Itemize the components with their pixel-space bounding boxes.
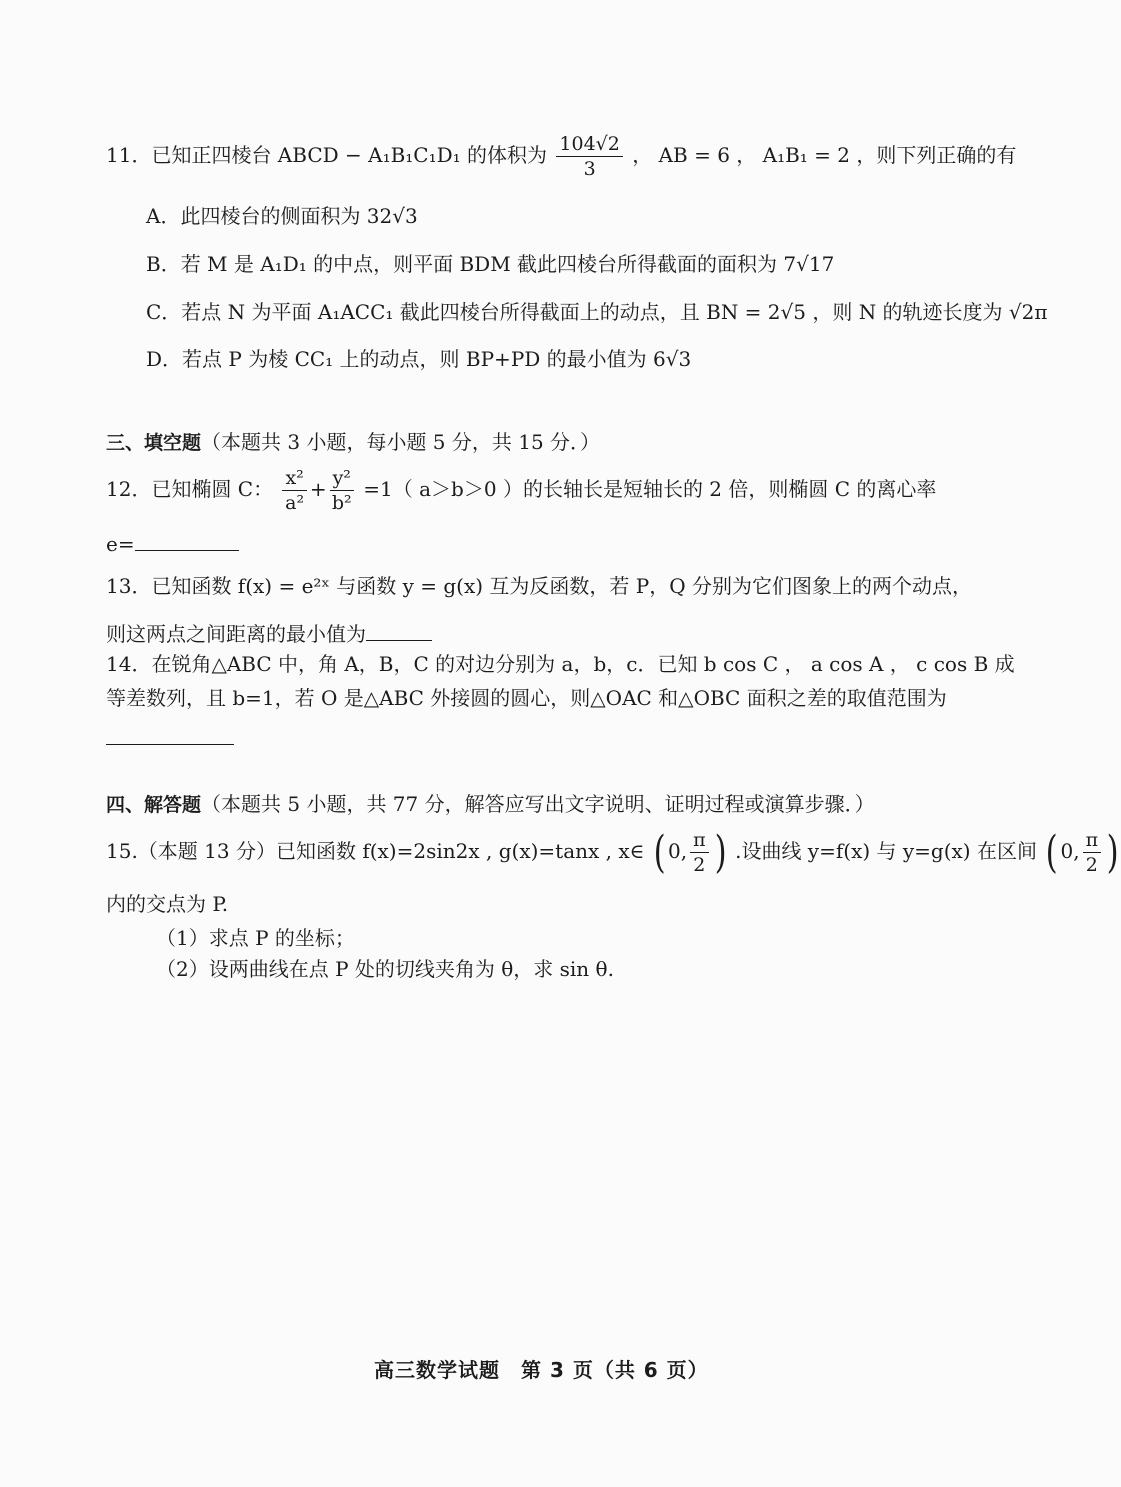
question-14-line-1: 14．在锐角△ABC 中，角 A，B，C 的对边分别为 a，b，c．已知 b cos C ， a cos A ， c cos B 成 <box>106 652 1015 676</box>
interval-end-fraction-2 <box>1083 828 1102 877</box>
plus-sign: + <box>309 477 327 501</box>
question-11-option-b: B．若 M 是 A₁D₁ 的中点，则平面 BDM 截此四棱台所得截面的面积为 7√17 <box>146 252 835 276</box>
fraction-y-denominator: b² <box>331 492 352 514</box>
two-denominator-2: 2 <box>1085 854 1098 876</box>
section-4-title: 四、解答题 <box>106 794 202 816</box>
interval-right-paren-2: ) <box>1106 826 1119 878</box>
question-12-stem <box>106 466 936 515</box>
question-11-option-c: C．若点 N 为平面 A₁ACC₁ 截此四棱台所得截面上的动点，且 BN = 2√5 ，则 N 的轨迹长度为 √2π <box>146 300 1048 324</box>
question-11-option-a: A．此四棱台的侧面积为 32√3 <box>146 204 418 228</box>
eccentricity-label: e= <box>106 532 135 556</box>
question-15-part-2: （2）设两曲线在点 P 处的切线夹角为 θ，求 sin θ. <box>156 957 614 981</box>
interval-start-1: 0, <box>667 839 688 863</box>
fraction-x-denominator: a² <box>285 492 305 514</box>
question-14-answer-blank <box>106 744 234 745</box>
question-14-line-2: 等差数列，且 b=1，若 O 是△ABC 外接圆的圆心，则△OAC 和△OBC 面积之差的取值范围为 <box>106 686 947 710</box>
question-13-line-2 <box>106 620 432 648</box>
question-11-stem-conditions: ， AB = 6 ， A₁B₁ = 2 ，则下列正确的有 <box>632 143 1017 167</box>
question-13-line-2-text: 则这两点之间距离的最小值为 <box>106 622 366 646</box>
ellipse-fraction-y <box>330 466 354 515</box>
section-3-title: 三、填空题 <box>106 432 202 454</box>
pi-numerator-1: π <box>690 828 709 853</box>
section-3-note: （本题共 3 小题，每小题 5 分，共 15 分．） <box>201 430 601 454</box>
question-11-option-d: D．若点 P 为棱 CC₁ 上的动点，则 BP+PD 的最小值为 6√3 <box>146 347 692 371</box>
section-4-note: （本题共 5 小题，共 77 分，解答应写出文字说明、证明过程或演算步骤．） <box>201 792 875 816</box>
question-15-line-2: 内的交点为 P. <box>106 892 229 916</box>
question-11-stem-text: 11．已知正四棱台 ABCD − A₁B₁C₁D₁ 的体积为 <box>106 143 548 167</box>
interval-right-paren-1: ) <box>714 826 727 878</box>
interval-left-paren-2: ( <box>1045 826 1058 878</box>
question-11-stem <box>106 132 1016 181</box>
question-13-line-1: 13．已知函数 f(x) = e²ˣ 与函数 y = g(x) 互为反函数，若 P，Q 分别为它们图象上的两个动点， <box>106 574 972 598</box>
pi-numerator-2: π <box>1083 828 1102 853</box>
ellipse-fraction-x <box>282 466 306 515</box>
question-12-answer-blank <box>135 532 239 551</box>
question-15-stem-text: 15.（本题 13 分）已知函数 f(x)=2sin2x , g(x)=tanx , x∈ <box>106 839 645 863</box>
section-3-header <box>106 428 600 457</box>
page-footer: 高三数学试题 第 3 页（共 6 页） <box>374 1358 709 1382</box>
interval-left-paren-1: ( <box>653 826 666 878</box>
interval-start-2: 0, <box>1060 839 1080 863</box>
section-4-header <box>106 790 875 819</box>
volume-denominator: 3 <box>583 158 596 180</box>
two-denominator-1: 2 <box>693 854 706 876</box>
fraction-x-numerator: x² <box>282 466 306 491</box>
question-12-answer-line <box>106 530 239 558</box>
question-15-stem <box>106 828 1121 877</box>
volume-numerator: 104√2 <box>556 132 622 157</box>
interval-end-fraction-1 <box>690 828 709 877</box>
question-15-stem-curves: .设曲线 y=f(x) 与 y=g(x) 在区间 <box>735 839 1037 863</box>
question-13-answer-blank <box>366 622 432 641</box>
question-12-stem-condition: =1（ a＞b＞0 ）的长轴长是短轴长的 2 倍，则椭圆 C 的离心率 <box>363 477 937 501</box>
volume-fraction <box>556 132 622 181</box>
fraction-y-numerator: y² <box>330 466 354 491</box>
question-15-part-1: （1）求点 P 的坐标； <box>156 926 355 950</box>
question-12-stem-text: 12．已知椭圆 C： <box>106 477 274 501</box>
